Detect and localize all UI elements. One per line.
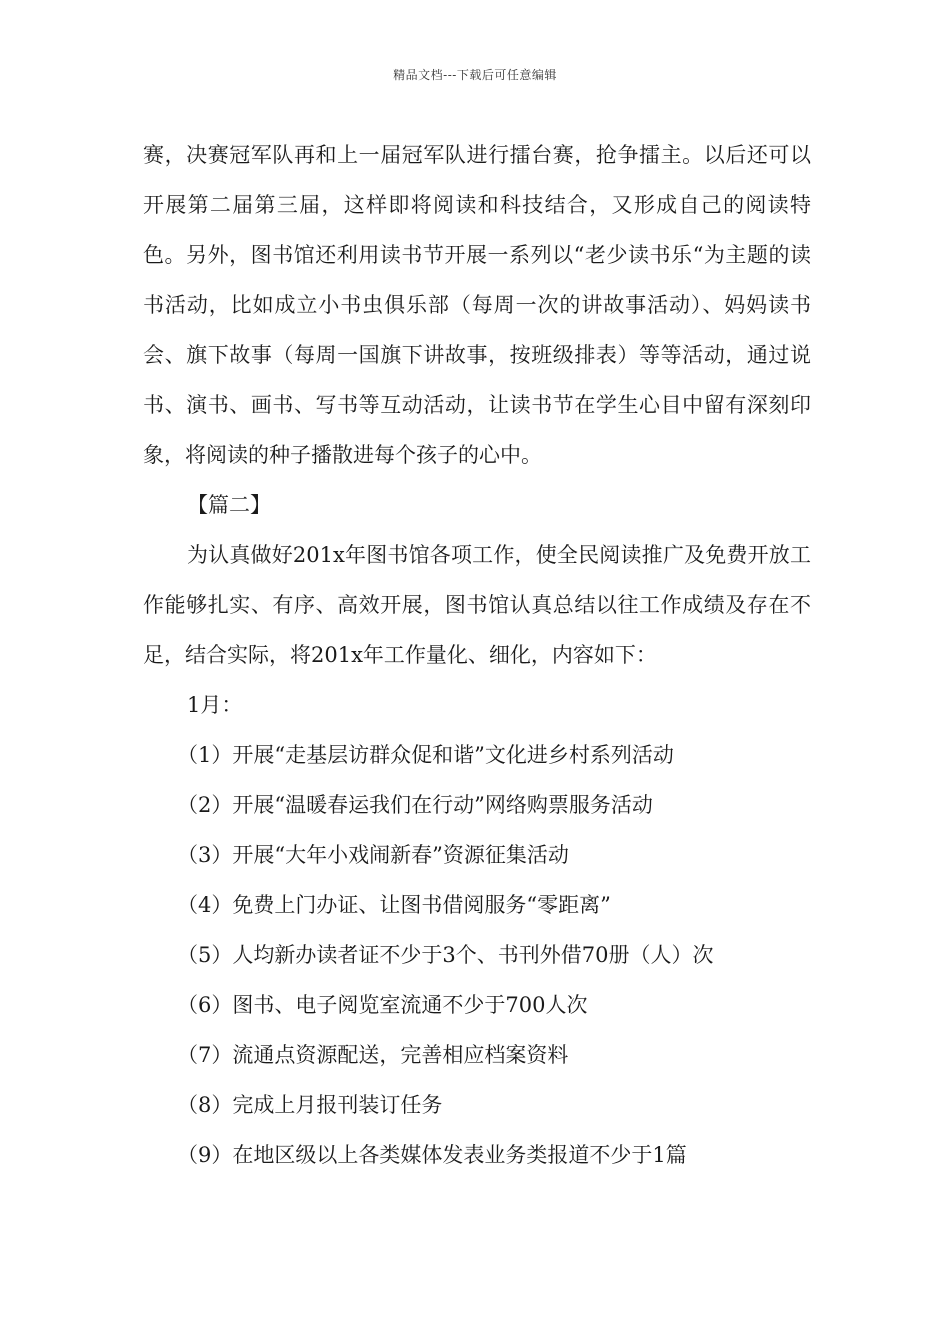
list-item: （9）在地区级以上各类媒体发表业务类报道不少于1篇 xyxy=(177,1143,687,1167)
month-label: 1月： xyxy=(187,693,243,717)
task-list xyxy=(143,730,811,1180)
list-item: （8）完成上月报刊装订任务 xyxy=(177,1093,443,1117)
section-intro-paragraph: 为认真做好201x年图书馆各项工作，使全民阅读推广及免费开放工作能够扎实、有序、高效开展，图书馆认真总结以往工作成绩及存在不足，结合实际，将201x年工作量化、细化，内容如下： xyxy=(143,543,811,667)
list-item: （3）开展“大年小戏闹新春”资源征集活动 xyxy=(177,843,569,867)
page-header: 精品文档---下载后可任意编辑 xyxy=(393,68,557,82)
intro-paragraph: 赛，决赛冠军队再和上一届冠军队进行擂台赛，抢争擂主。以后还可以开展第二届第三届，这样即将阅读和科技结合，又形成自己的阅读特色。另外，图书馆还利用读书节开展一系列以“老少读书乐“为主题的读书活动，比如成立小书虫俱乐部（每周一次的讲故事活动）、妈妈读书会、旗下故事（每周一国旗下讲故事，按班级排表）等等活动，通过说书、演书、画书、写书等互动活动，让读书节在学生心目中留有深刻印象，将阅读的种子播散进每个孩子的心中。 xyxy=(143,143,811,467)
document-body xyxy=(143,130,811,1180)
list-item: （4）免费上门办证、让图书借阅服务“零距离” xyxy=(177,893,611,917)
list-item: （1）开展“走基层访群众促和谐”文化进乡村系列活动 xyxy=(177,743,674,767)
list-item: （5）人均新办读者证不少于3个、书刊外借70册（人）次 xyxy=(177,943,714,967)
list-item: （7）流通点资源配送，完善相应档案资料 xyxy=(177,1043,569,1067)
list-item: （6）图书、电子阅览室流通不少于700人次 xyxy=(177,993,588,1017)
section-title: 【篇二】 xyxy=(187,493,271,517)
list-item: （2）开展“温暖春运我们在行动”网络购票服务活动 xyxy=(177,793,653,817)
